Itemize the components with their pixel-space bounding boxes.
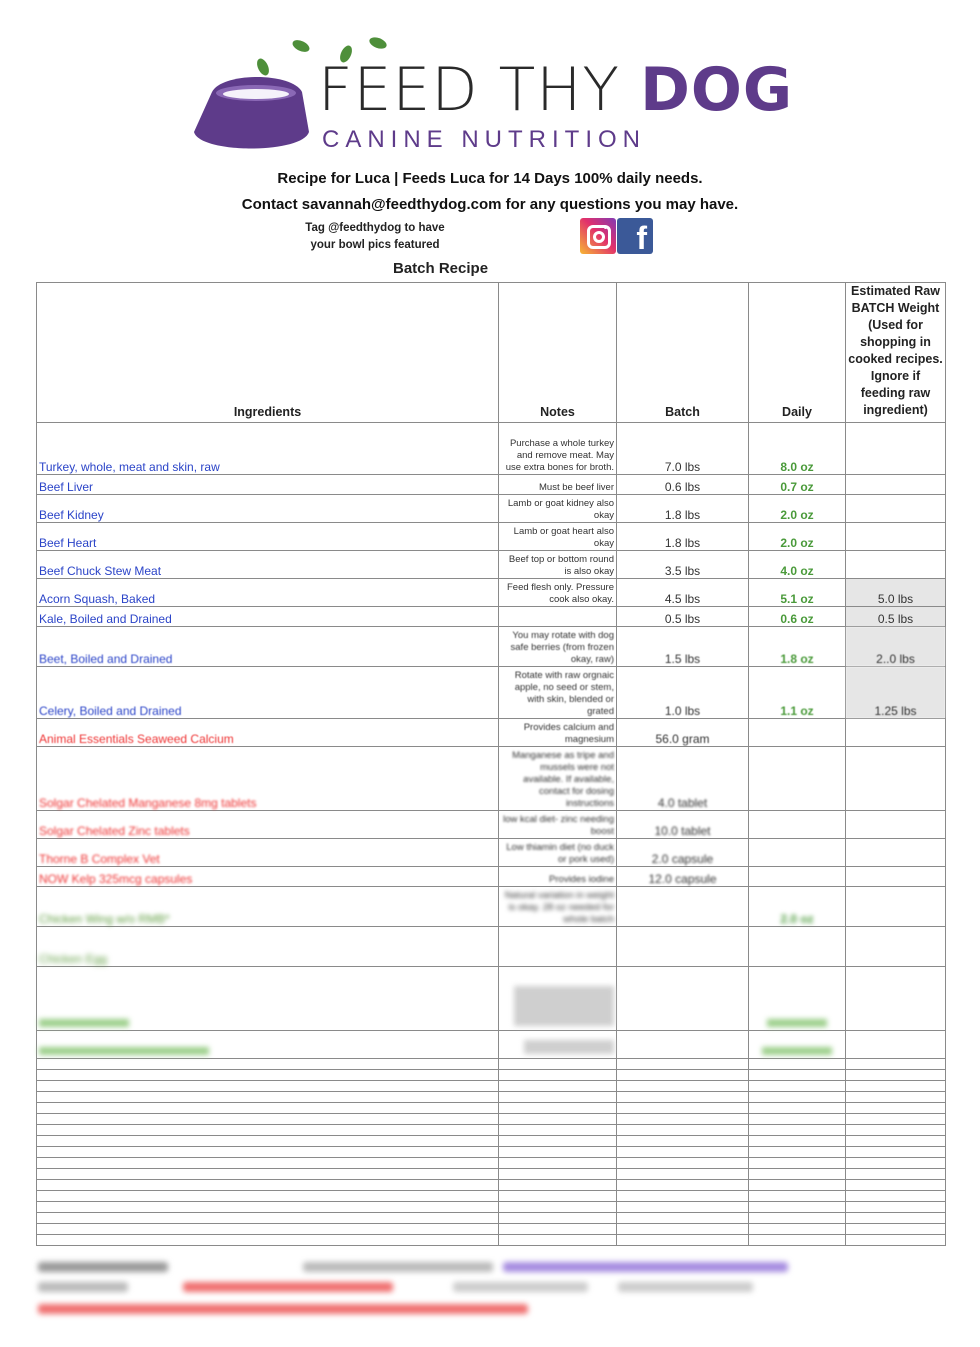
table-row: [37, 607, 946, 627]
table-row: [37, 475, 946, 495]
ingredient-name[interactable]: [37, 1031, 499, 1059]
table-row: [37, 1213, 946, 1224]
section-title: Batch Recipe: [393, 260, 489, 277]
estimated-weight: [846, 839, 946, 867]
table-row: [37, 1136, 946, 1147]
ingredient-name[interactable]: Thorne B Complex Vet: [37, 839, 499, 867]
table-row: [37, 839, 946, 867]
table-row: [37, 1081, 946, 1092]
estimated-weight: 2..0 lbs: [846, 627, 946, 667]
estimated-weight: [846, 495, 946, 523]
ingredient-name[interactable]: Chicken Egg: [37, 927, 499, 967]
ingredient-notes: Provides calcium and magnesium: [499, 719, 617, 747]
daily-amount: 1.8 oz: [749, 627, 846, 667]
ingredient-name[interactable]: Beet, Boiled and Drained: [37, 627, 499, 667]
ingredient-name[interactable]: Celery, Boiled and Drained: [37, 667, 499, 719]
ingredient-name[interactable]: Solgar Chelated Manganese 8mg tablets: [37, 747, 499, 811]
table-row: [37, 1169, 946, 1180]
brand-name: [318, 55, 794, 125]
ingredient-name[interactable]: Kale, Boiled and Drained: [37, 607, 499, 627]
table-row: [37, 1158, 946, 1169]
ingredient-notes: low kcal diet- zinc needing boost: [499, 811, 617, 839]
ingredient-name[interactable]: Beef Chuck Stew Meat: [37, 551, 499, 579]
estimated-weight: [846, 551, 946, 579]
estimated-weight: [846, 423, 946, 475]
header-ingredients: Ingredients: [37, 283, 499, 423]
table-row: [37, 1125, 946, 1136]
ingredient-notes: Purchase a whole turkey and remove meat. May use extra bones for broth.: [499, 423, 617, 475]
ingredient-notes: Natural variation in weight is okay. 28 oz needed for whole batch: [499, 887, 617, 927]
batch-amount: 7.0 lbs: [617, 423, 749, 475]
estimated-weight: [846, 811, 946, 839]
table-row: [37, 1191, 946, 1202]
daily-amount: 2.0 oz: [749, 887, 846, 927]
batch-amount: 2.0 capsule: [617, 839, 749, 867]
table-row: [37, 967, 946, 1031]
ingredient-notes: [499, 1031, 617, 1059]
table-row: [37, 523, 946, 551]
batch-amount: 1.8 lbs: [617, 523, 749, 551]
batch-amount: 0.5 lbs: [617, 607, 749, 627]
ingredient-name[interactable]: NOW Kelp 325mcg capsules: [37, 867, 499, 887]
ingredient-notes: You may rotate with dog safe berries (from frozen okay, raw): [499, 627, 617, 667]
batch-amount: 12.0 capsule: [617, 867, 749, 887]
table-row: [37, 1147, 946, 1158]
ingredient-notes: [499, 967, 617, 1031]
table-row: [37, 811, 946, 839]
estimated-weight: [846, 967, 946, 1031]
brand-name-first: FEED THY: [318, 55, 641, 125]
daily-amount: [749, 747, 846, 811]
estimated-weight: [846, 719, 946, 747]
table-row: [37, 1180, 946, 1191]
contact-line: Contact savannah@feedthydog.com for any questions you may have.: [241, 196, 739, 213]
table-row: [37, 579, 946, 607]
estimated-weight: [846, 1031, 946, 1059]
brand-name-dog: DOG: [640, 55, 794, 125]
ingredient-notes: Manganese as tripe and mussels were not available. If available, contact for dosing instructions: [499, 747, 617, 811]
brand-logo: [190, 30, 794, 155]
estimated-weight: 5.0 lbs: [846, 579, 946, 607]
batch-amount: 10.0 tablet: [617, 811, 749, 839]
estimated-weight: [846, 887, 946, 927]
ingredient-name[interactable]: Animal Essentials Seaweed Calcium: [37, 719, 499, 747]
daily-amount: 0.7 oz: [749, 475, 846, 495]
header-daily: Daily: [749, 283, 846, 423]
estimated-weight: 0.5 lbs: [846, 607, 946, 627]
daily-amount: 4.0 oz: [749, 551, 846, 579]
daily-amount: 1.1 oz: [749, 667, 846, 719]
ingredient-name[interactable]: Beef Liver: [37, 475, 499, 495]
ingredient-notes: Lamb or goat kidney also okay: [499, 495, 617, 523]
table-row: [37, 667, 946, 719]
batch-amount: 1.5 lbs: [617, 627, 749, 667]
ingredient-notes: Low thiamin diet (no duck or pork used): [499, 839, 617, 867]
estimated-weight: [846, 747, 946, 811]
batch-amount: 4.0 tablet: [617, 747, 749, 811]
tag-note: [300, 220, 450, 254]
daily-amount: 2.0 oz: [749, 495, 846, 523]
table-row: [37, 627, 946, 667]
batch-amount: 3.5 lbs: [617, 551, 749, 579]
ingredient-name[interactable]: [37, 967, 499, 1031]
table-row: [37, 1031, 946, 1059]
batch-amount: 1.8 lbs: [617, 495, 749, 523]
table-row: [37, 747, 946, 811]
batch-amount: 56.0 gram: [617, 719, 749, 747]
ingredient-name[interactable]: Beef Kidney: [37, 495, 499, 523]
batch-amount: [617, 1031, 749, 1059]
ingredient-notes: [499, 607, 617, 627]
table-row: [37, 719, 946, 747]
table-row: [37, 1092, 946, 1103]
ingredient-name[interactable]: Solgar Chelated Zinc tablets: [37, 811, 499, 839]
table-row: [37, 1114, 946, 1125]
estimated-weight: [846, 867, 946, 887]
table-row: [37, 1224, 946, 1235]
ingredient-name[interactable]: Turkey, whole, meat and skin, raw: [37, 423, 499, 475]
batch-amount: 1.0 lbs: [617, 667, 749, 719]
daily-amount: [749, 1031, 846, 1059]
daily-amount: [749, 839, 846, 867]
table-row: [37, 551, 946, 579]
estimated-weight: [846, 475, 946, 495]
header-batch: Batch: [617, 283, 749, 423]
daily-amount: [749, 967, 846, 1031]
batch-amount: [617, 967, 749, 1031]
ingredient-notes: Lamb or goat heart also okay: [499, 523, 617, 551]
ingredient-name[interactable]: Acorn Squash, Baked: [37, 579, 499, 607]
table-row: [37, 1103, 946, 1114]
table-row: [37, 1202, 946, 1213]
recipe-headline: Recipe for Luca | Feeds Luca for 14 Days 100% daily needs.: [277, 170, 703, 187]
tag-line-1: Tag @feedthydog to have: [305, 222, 445, 234]
daily-amount: 2.0 oz: [749, 523, 846, 551]
brand-tagline: CANINE NUTRITION: [322, 126, 646, 153]
table-row: [37, 423, 946, 475]
ingredient-name[interactable]: Chicken Wing w/o RMB*: [37, 887, 499, 927]
ingredient-name[interactable]: Beef Heart: [37, 523, 499, 551]
ingredient-notes: [499, 927, 617, 967]
ingredient-notes: Provides iodine: [499, 867, 617, 887]
table-row: [37, 887, 946, 927]
daily-amount: [749, 719, 846, 747]
facebook-icon[interactable]: f: [617, 218, 653, 254]
table-row: [37, 927, 946, 967]
daily-amount: [749, 811, 846, 839]
blurred-footer-notes: [38, 1260, 938, 1320]
daily-amount: 0.6 oz: [749, 607, 846, 627]
ingredient-notes: Rotate with raw orgnaic apple, no seed or stem, with skin, blended or grated: [499, 667, 617, 719]
table-row: [37, 1235, 946, 1246]
estimated-weight: 1.25 lbs: [846, 667, 946, 719]
batch-amount: [617, 887, 749, 927]
daily-amount: 8.0 oz: [749, 423, 846, 475]
ingredient-notes: Must be beef liver: [499, 475, 617, 495]
recipe-table: [36, 282, 946, 1246]
estimated-weight: [846, 927, 946, 967]
ingredient-notes: Feed flesh only. Pressure cook also okay.: [499, 579, 617, 607]
daily-amount: [749, 867, 846, 887]
batch-amount: 4.5 lbs: [617, 579, 749, 607]
batch-amount: 0.6 lbs: [617, 475, 749, 495]
instagram-icon[interactable]: [580, 218, 616, 254]
estimated-weight: [846, 523, 946, 551]
header-estimated-weight: Estimated Raw BATCH Weight (Used for shopping in cooked recipes. Ignore if feeding raw ingredient): [846, 283, 946, 423]
table-row: [37, 867, 946, 887]
ingredient-notes: Beef top or bottom round is also okay: [499, 551, 617, 579]
table-row: [37, 1070, 946, 1081]
table-row: [37, 1059, 946, 1070]
header-notes: Notes: [499, 283, 617, 423]
batch-amount: [617, 927, 749, 967]
tag-line-2: your bowl pics featured: [310, 239, 440, 251]
table-row: [37, 495, 946, 523]
daily-amount: [749, 927, 846, 967]
daily-amount: 5.1 oz: [749, 579, 846, 607]
